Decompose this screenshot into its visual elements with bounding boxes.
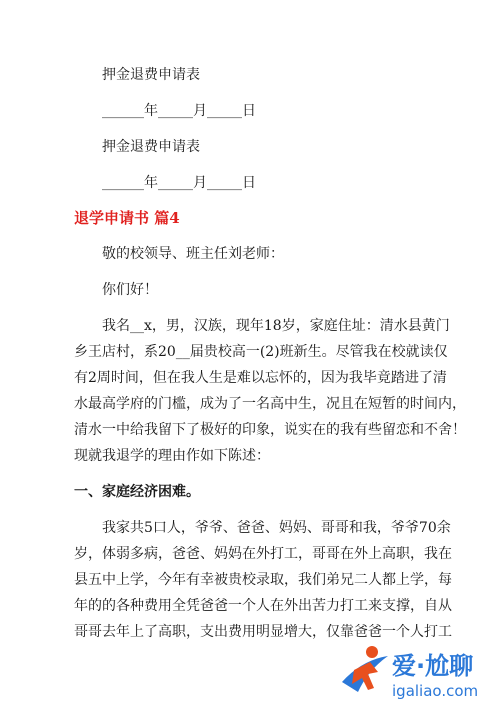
greeting: 你们好！ <box>102 282 158 298</box>
paragraph-line: 有2周时间，但在我人生是难以忘怀的，因为我毕竟踏进了清 <box>74 370 447 386</box>
form-title: 押金退费申请表 <box>102 67 200 83</box>
salutation: 敬的校领导、班主任刘老师： <box>102 246 284 262</box>
section-heading: 退学申请书 篇4 <box>74 209 180 227</box>
watermark-title: 爱·尬聊 <box>392 652 474 680</box>
paragraph-line: 县五中上学，今年有幸被贵校录取，我们弟兄二人都上学，每 <box>74 572 452 588</box>
paragraph-line: 现就我退学的理由作如下陈述： <box>74 448 270 464</box>
subheading: 一、家庭经济困难。 <box>74 484 200 500</box>
paragraph-line: 清水一中给我留下了极好的印象，说实在的我有些留恋和不舍！ <box>74 422 466 438</box>
runner-logo-icon <box>334 640 394 700</box>
watermark-url: igaliao.com <box>392 682 479 700</box>
date-line: ______年_____月_____日 <box>102 175 256 191</box>
paragraph-line: 乡王店村，系20__届贵校高一(2)班新生。尽管我在校就读仅 <box>74 344 448 360</box>
form-title: 押金退费申请表 <box>102 139 200 155</box>
paragraph-line: 水最高学府的门槛，成为了一名高中生，况且在短暂的时间内， <box>74 396 466 412</box>
paragraph-line: 我家共5口人，爷爷、爸爸、妈妈、哥哥和我，爷爷70余 <box>102 520 451 536</box>
paragraph-line: 年的的各种费用全凭爸爸一个人在外出苦力打工来支撑，自从 <box>74 598 452 614</box>
paragraph-line: 岁，体弱多病，爸爸、妈妈在外打工，哥哥在外上高职，我在 <box>74 546 452 562</box>
paragraph-line: 我名__x，男，汉族，现年18岁，家庭住址：清水县黄门 <box>102 318 450 334</box>
date-line: ______年_____月_____日 <box>102 103 256 119</box>
paragraph-line: 哥哥去年上了高职，支出费用明显增大，仅靠爸爸一个人打工 <box>74 624 452 640</box>
site-watermark <box>334 640 494 704</box>
